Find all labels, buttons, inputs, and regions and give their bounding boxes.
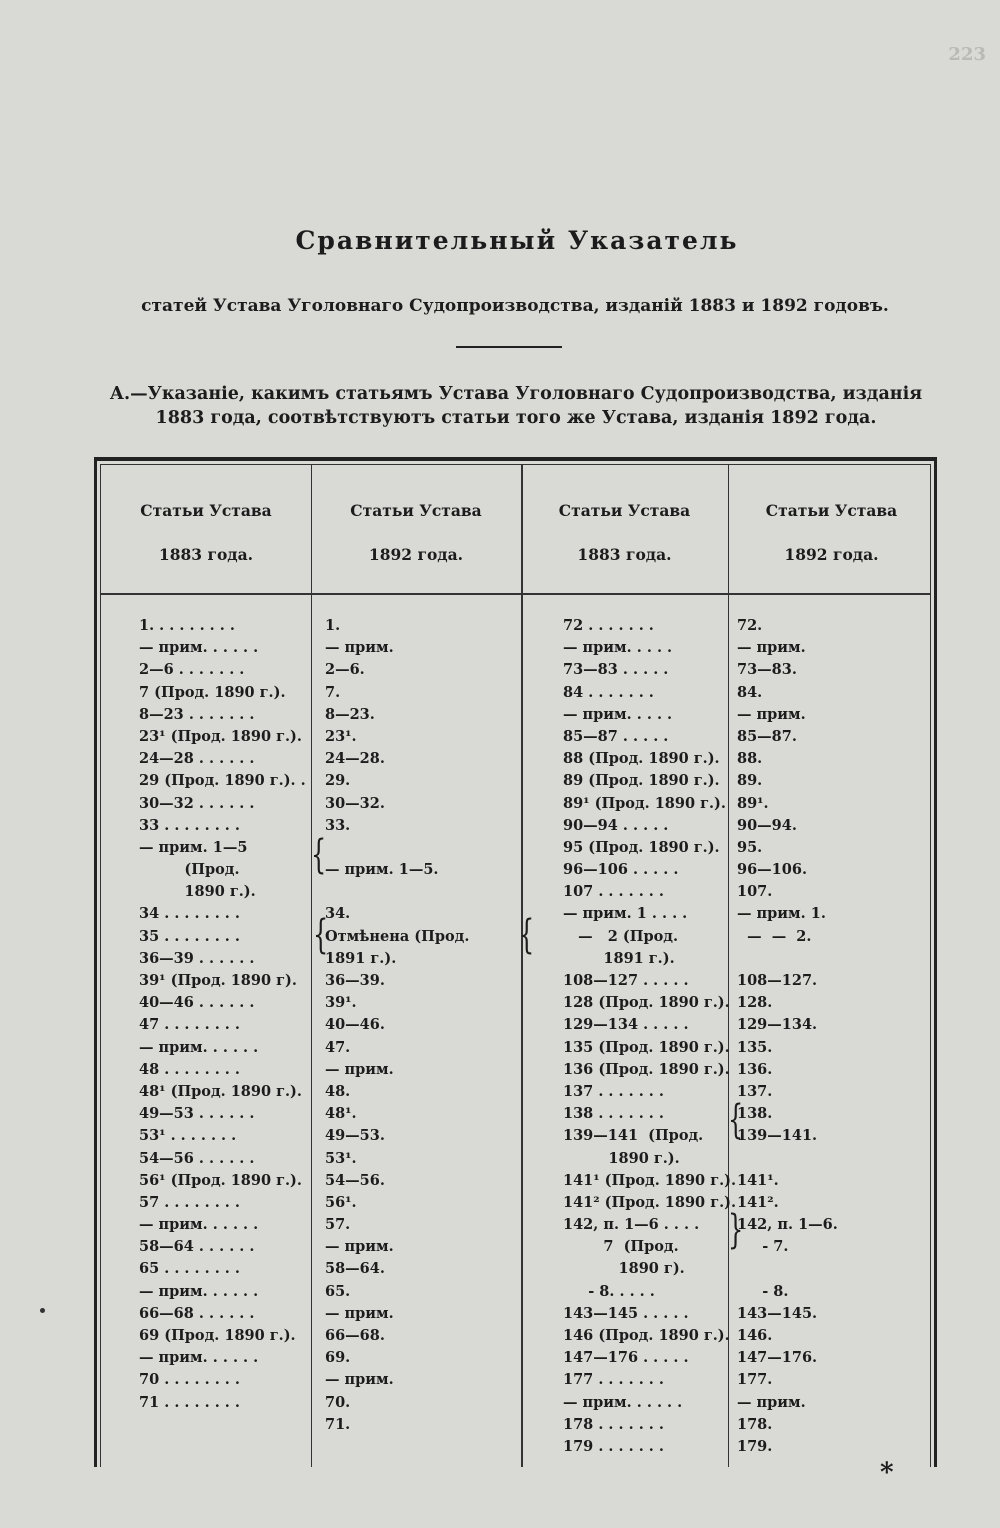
- table-cell: 73—83.: [737, 661, 797, 679]
- table-cell: 69.: [325, 1349, 351, 1367]
- table-cell: 72 . . . . . . .: [563, 617, 654, 634]
- table-cell: 179 . . . . . . .: [563, 1437, 664, 1455]
- table-cell: 48.: [325, 1082, 351, 1100]
- table-cell: 57 . . . . . . . .: [139, 1193, 240, 1211]
- table-cell: 48 . . . . . . . .: [139, 1060, 240, 1078]
- table-cell: 137.: [737, 1082, 773, 1100]
- table-cell: — прим.: [325, 1060, 394, 1078]
- page-title: Сравнительный Указатель: [295, 226, 739, 255]
- table-cell: — прим.: [737, 705, 806, 723]
- brace: }: [728, 1207, 744, 1253]
- table-cell: 65.: [325, 1282, 351, 1300]
- column-header-3: [521, 489, 728, 577]
- header-label: Статьи Устава: [765, 501, 898, 520]
- table-cell: 138 . . . . . . .: [563, 1105, 664, 1123]
- table-cell: 96—106.: [737, 861, 807, 879]
- page-subtitle: статей Устава Уголовнаго Судопроизводства, изданій 1883 и 1892 годовъ.: [141, 296, 889, 316]
- table-cell: 39¹ (Прод. 1890 г).: [139, 972, 297, 989]
- table-cell: 54—56.: [325, 1171, 385, 1189]
- table-cell: 178 . . . . . . .: [563, 1415, 664, 1433]
- table-cell: 138.: [737, 1105, 773, 1123]
- table-cell: 1890 г).: [563, 1260, 685, 1278]
- table-cell: 33.: [325, 816, 351, 834]
- brace: {: [313, 912, 329, 958]
- brace: {: [519, 912, 535, 958]
- table-cell: 143—145.: [737, 1304, 818, 1322]
- table-cell: — прим.: [325, 1304, 394, 1322]
- table-cell: 177 . . . . . . .: [563, 1371, 664, 1389]
- column-header-4: [728, 489, 935, 577]
- table-cell: 30—32 . . . . . .: [139, 794, 255, 812]
- table-cell: 71.: [325, 1415, 351, 1433]
- table-cell: 29.: [325, 772, 351, 790]
- table-cell: 135 (Прод. 1890 г.).: [563, 1038, 730, 1056]
- comparison-table: [94, 457, 937, 1467]
- table-cell: 108—127 . . . . .: [563, 972, 689, 989]
- header-year: 1892 года.: [784, 545, 879, 564]
- table-cell: — 2 (Прод.: [563, 927, 679, 945]
- table-cell: 88 (Прод. 1890 г.).: [563, 750, 720, 768]
- table-cell: 24—28 . . . . . .: [139, 750, 255, 768]
- table-cell: 128.: [737, 994, 773, 1012]
- table-cell: — прим. 1—5.: [325, 861, 439, 879]
- table-inner-frame: [100, 464, 931, 1467]
- table-cell: 72.: [737, 617, 763, 634]
- brace: {: [728, 1097, 744, 1143]
- table-cell: 128 (Прод. 1890 г.).: [563, 994, 730, 1012]
- table-cell: 1890 г.).: [563, 1149, 680, 1167]
- table-cell: — прим. . . . . .: [139, 1349, 259, 1367]
- table-cell: 89¹.: [737, 794, 769, 812]
- table-cell: 177.: [737, 1371, 773, 1389]
- section-heading: [92, 382, 940, 430]
- table-cell: - 8.: [737, 1282, 789, 1300]
- table-cell: 107.: [737, 883, 773, 901]
- table-cell: — прим.: [737, 1393, 806, 1411]
- table-cell: 33 . . . . . . . .: [139, 816, 240, 834]
- table-cell: 137 . . . . . . .: [563, 1082, 664, 1100]
- table-cell: 90—94.: [737, 816, 797, 834]
- table-cell: [325, 837, 469, 859]
- table-cell: 2—6 . . . . . . .: [139, 661, 245, 679]
- table-cell: 129—134.: [737, 1016, 818, 1034]
- table-cell: 146 (Прод. 1890 г.).: [563, 1327, 730, 1344]
- table-cell: 8—23.: [325, 705, 375, 723]
- header-year: 1883 года.: [577, 545, 672, 564]
- table-cell: — прим. . . . . .: [563, 1393, 683, 1411]
- table-cell: 147—176.: [737, 1349, 818, 1367]
- page-number: 223: [948, 44, 986, 65]
- table-cell: 48¹.: [325, 1105, 357, 1123]
- table-cell: 69 (Прод. 1890 г.).: [139, 1327, 296, 1344]
- table-cell: — прим. 1 . . . .: [563, 905, 688, 923]
- table-cell: 53¹ . . . . . . .: [139, 1127, 237, 1145]
- table-cell: 84.: [737, 683, 763, 701]
- table-cell: [737, 1258, 838, 1280]
- table-cell: 53¹.: [325, 1149, 357, 1167]
- table-cell: — прим. . . . .: [563, 705, 673, 723]
- table-cell: 147—176 . . . . .: [563, 1349, 689, 1367]
- table-cell: 136.: [737, 1060, 773, 1078]
- table-cell: 70.: [325, 1393, 351, 1411]
- table-cell: 142, п. 1—6.: [737, 1216, 838, 1234]
- table-cell: 146.: [737, 1327, 773, 1344]
- table-cell: — прим. . . . .: [563, 639, 673, 657]
- column-1883-right: [563, 615, 736, 1458]
- header-label: Статьи Устава: [558, 501, 691, 520]
- column-divider-center: [521, 465, 523, 1467]
- table-cell: 29 (Прод. 1890 г.). .: [139, 772, 306, 790]
- table-cell: — прим. . . . . .: [139, 639, 259, 657]
- table-cell: 141¹.: [737, 1171, 779, 1189]
- table-cell: 47 . . . . . . . .: [139, 1016, 240, 1034]
- table-cell: 88.: [737, 750, 763, 768]
- column-divider: [311, 465, 312, 1467]
- table-cell: 34.: [325, 905, 351, 923]
- table-cell: 56¹.: [325, 1193, 357, 1211]
- table-cell: 56¹ (Прод. 1890 г.).: [139, 1171, 302, 1189]
- table-cell: 107 . . . . . . .: [563, 883, 664, 901]
- table-cell: 96—106 . . . . .: [563, 861, 679, 879]
- table-cell: 8—23 . . . . . . .: [139, 705, 255, 723]
- table-cell: 49—53.: [325, 1127, 385, 1145]
- table-cell: - 8. . . . .: [563, 1282, 655, 1300]
- title-divider: [456, 346, 562, 348]
- column-1883-left: [139, 615, 306, 1414]
- table-cell: 1. . . . . . . . .: [139, 617, 235, 634]
- table-cell: 66—68 . . . . . .: [139, 1304, 255, 1322]
- table-cell: 7 (Прод.: [563, 1238, 679, 1256]
- column-1892-right: [737, 615, 838, 1458]
- section-heading-line-1: А.—Указаніе, какимъ статьямъ Устава Уголовнаго Судопроизводства, изданія: [109, 384, 923, 404]
- table-cell: 65 . . . . . . . .: [139, 1260, 240, 1278]
- table-cell: 40—46 . . . . . .: [139, 994, 255, 1012]
- table-cell: 141¹ (Прод. 1890 г.).: [563, 1171, 737, 1189]
- table-cell: 54—56 . . . . . .: [139, 1149, 255, 1167]
- table-cell: 1891 г.).: [325, 949, 397, 967]
- table-cell: [737, 1148, 838, 1170]
- table-cell: 58—64 . . . . . .: [139, 1238, 255, 1256]
- table-cell: 90—94 . . . . .: [563, 816, 669, 834]
- table-cell: (Прод.: [139, 861, 240, 879]
- table-cell: — прим. . . . . .: [139, 1038, 259, 1056]
- table-cell: 36—39.: [325, 972, 385, 989]
- column-header-1: [101, 489, 311, 577]
- table-cell: [325, 881, 469, 903]
- table-cell: 23¹.: [325, 727, 357, 745]
- table-cell: 178.: [737, 1415, 773, 1433]
- table-cell: 89 (Прод. 1890 г.).: [563, 772, 720, 790]
- table-cell: 139—141 (Прод.: [563, 1127, 704, 1145]
- header-label: Статьи Устава: [350, 501, 482, 520]
- brace: {: [311, 832, 327, 878]
- table-cell: 136 (Прод. 1890 г.).: [563, 1060, 730, 1078]
- table-cell: 129—134 . . . . .: [563, 1016, 689, 1034]
- section-heading-line-2: 1883 года, соотвѣтствуютъ статьи того же Устава, изданія 1892 года.: [155, 408, 877, 428]
- table-cell: 141² (Прод. 1890 г.).: [563, 1193, 737, 1211]
- table-cell: 179.: [737, 1437, 773, 1455]
- table-cell: 48¹ (Прод. 1890 г.).: [139, 1082, 302, 1100]
- table-cell: 39¹.: [325, 994, 357, 1012]
- table-cell: 40—46.: [325, 1016, 385, 1034]
- table-cell: 49—53 . . . . . .: [139, 1105, 255, 1123]
- table-cell: 89.: [737, 772, 763, 790]
- table-cell: — прим.: [737, 639, 806, 657]
- table-cell: 2—6.: [325, 661, 365, 679]
- table-cell: 142, п. 1—6 . . . .: [563, 1216, 700, 1234]
- table-cell: 73—83 . . . . .: [563, 661, 669, 679]
- header-year: 1892 года.: [368, 545, 464, 564]
- table-cell: 95.: [737, 838, 763, 856]
- table-cell: — — 2.: [737, 927, 812, 945]
- table-cell: 84 . . . . . . .: [563, 683, 654, 701]
- table-cell: 85—87.: [737, 727, 797, 745]
- table-cell: 108—127.: [737, 972, 818, 989]
- table-cell: Отмѣнена (Прод.: [325, 927, 470, 945]
- table-cell: 66—68.: [325, 1327, 385, 1344]
- table-cell: 1890 г.).: [139, 883, 256, 901]
- footnote-mark: *: [880, 1458, 894, 1488]
- table-cell: 85—87 . . . . .: [563, 727, 669, 745]
- ink-speck: [40, 1308, 45, 1313]
- table-cell: 139—141.: [737, 1127, 818, 1145]
- table-cell: 141².: [737, 1193, 779, 1211]
- table-cell: 58—64.: [325, 1260, 385, 1278]
- table-cell: 47.: [325, 1038, 351, 1056]
- table-cell: 71 . . . . . . . .: [139, 1393, 240, 1411]
- table-cell: 70 . . . . . . . .: [139, 1371, 240, 1389]
- table-cell: - 7.: [737, 1238, 789, 1256]
- column-header-2: [311, 489, 521, 577]
- table-cell: — прим. 1.: [737, 905, 826, 923]
- table-cell: — прим.: [325, 1371, 394, 1389]
- column-1892-left: [325, 615, 469, 1436]
- table-cell: 30—32.: [325, 794, 385, 812]
- table-cell: 36—39 . . . . . .: [139, 949, 255, 967]
- table-cell: 7 (Прод. 1890 г.).: [139, 683, 286, 701]
- table-cell: — прим. . . . . .: [139, 1282, 259, 1300]
- table-cell: 1891 г.).: [563, 949, 675, 967]
- table-cell: 135.: [737, 1038, 773, 1056]
- table-cell: 57.: [325, 1216, 351, 1234]
- table-cell: 23¹ (Прод. 1890 г.).: [139, 727, 302, 745]
- table-cell: — прим. 1—5: [139, 838, 248, 856]
- table-cell: 143—145 . . . . .: [563, 1304, 689, 1322]
- table-cell: 35 . . . . . . . .: [139, 927, 240, 945]
- table-cell: 95 (Прод. 1890 г.).: [563, 838, 720, 856]
- table-cell: — прим. . . . . .: [139, 1216, 259, 1234]
- header-year: 1883 года.: [158, 545, 254, 564]
- table-cell: 1.: [325, 617, 341, 634]
- table-cell: 34 . . . . . . . .: [139, 905, 240, 923]
- table-cell: 24—28.: [325, 750, 385, 768]
- table-cell: 89¹ (Прод. 1890 г.).: [563, 794, 726, 812]
- table-cell: [737, 948, 838, 970]
- header-label: Статьи Устава: [140, 501, 272, 520]
- table-cell: — прим.: [325, 1238, 394, 1256]
- header-divider: [101, 593, 930, 595]
- table-cell: — прим.: [325, 639, 394, 657]
- table-cell: 7.: [325, 683, 341, 701]
